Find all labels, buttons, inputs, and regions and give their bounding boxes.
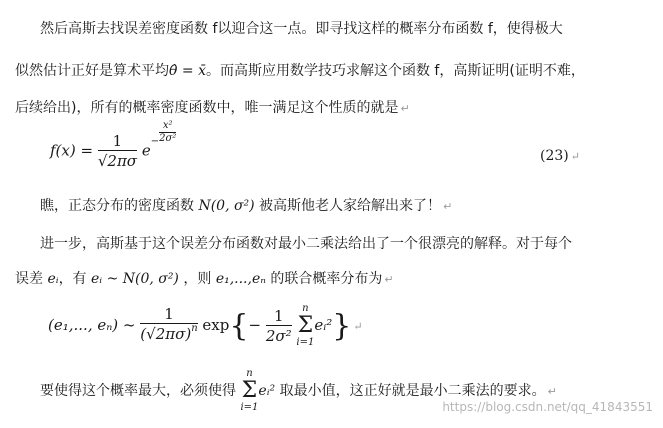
paragraph-mark: ↵ <box>400 102 410 115</box>
summation <box>296 303 314 349</box>
joint-denominator <box>140 324 197 347</box>
eq23-number: (23) <box>540 148 569 164</box>
left-brace: { <box>229 308 249 344</box>
sum-lower-limit: i=1 <box>296 337 315 348</box>
para3-line2-text-b: ，有 <box>58 271 92 287</box>
normal-dist-notation: N(0, σ²) <box>198 198 255 214</box>
joint-distribution-equation <box>48 303 363 349</box>
equals-sign: = <box>177 63 199 79</box>
para1-line3 <box>15 97 410 117</box>
theta-hat: θ̂ <box>169 63 178 79</box>
para4-text-a: 要使得这个概率最大，必须使得 <box>40 383 236 399</box>
para3-line2-text-a: 误差 <box>15 271 48 287</box>
para3-line2 <box>15 268 394 288</box>
eq23-lhs: f(x) = <box>50 141 94 160</box>
paragraph-mark: ↵ <box>384 273 394 286</box>
right-brace: } <box>332 308 352 344</box>
equation-23-label <box>540 148 580 164</box>
joint-inner-denominator: 2σ² <box>265 326 292 345</box>
para2-text-b: 被高斯他老人家给解出来了！ <box>254 198 442 214</box>
para3-line1-text: 进一步，高斯基于这个误差分布函数对最小二乘法给出了一个很漂亮的解释。对于每个 <box>40 236 572 252</box>
x-bar: x̄ <box>198 63 206 79</box>
para4-text-b: 取最小值，这正好就是最小二乘法的要求。 <box>275 383 546 399</box>
para4-sum-upper: n <box>246 368 253 379</box>
joint-numerator: 1 <box>140 305 197 324</box>
para1-line2-text-a: 似然估计正好是算术平均 <box>15 63 169 79</box>
sum-term: eᵢ² <box>314 316 333 334</box>
eq23-e: e <box>141 141 151 160</box>
paragraph-mark: ↵ <box>353 320 363 333</box>
equation-23 <box>50 120 177 171</box>
joint-inner-fraction <box>266 307 292 346</box>
para3-line2-text-d: 的联合概率分布为 <box>265 271 383 287</box>
para1-line3-text: 后续给出)，所有的概率密度函数中，唯一满足这个性质的就是 <box>15 100 399 116</box>
para4-sigma: Σ <box>241 378 258 403</box>
error-ei: eᵢ <box>47 271 59 287</box>
exp-function: exp <box>202 316 230 334</box>
para1-line2-text-b: 。而高斯应用数学技巧求解这个函数 f，高斯证明(证明不难， <box>205 63 585 79</box>
joint-denominator-base: (√2πσ) <box>140 325 192 343</box>
eq23-fraction <box>98 132 137 171</box>
paragraph-mark: ↵ <box>547 385 557 398</box>
joint-minus: − <box>248 316 262 334</box>
joint-denominator-power: n <box>191 323 198 334</box>
eq23-denominator: √2πσ <box>97 152 138 170</box>
eq23-exponent <box>159 120 176 145</box>
para2-text-a: 瞧，正态分布的密度函数 <box>40 198 199 214</box>
error-distribution: eᵢ ~ N(0, σ²) <box>91 271 179 287</box>
sum-upper-limit: n <box>302 303 309 314</box>
watermark: https://blog.csdn.net/qq_41843551 <box>442 400 653 414</box>
para1-line1 <box>40 18 563 38</box>
para1-line2 <box>15 60 585 80</box>
para3-line1 <box>40 233 572 253</box>
paragraph-mark: ↵ <box>443 200 453 213</box>
eq23-exp-den: 2σ² <box>159 133 177 144</box>
joint-fraction <box>140 305 197 347</box>
para4-summation <box>240 368 258 414</box>
eq23-numerator: 1 <box>98 132 137 151</box>
sigma-symbol: Σ <box>297 313 314 338</box>
errors-e1-en: e₁,...,eₙ <box>215 271 266 287</box>
para4-term: eᵢ² <box>258 383 276 399</box>
para3-line2-text-c: ，则 <box>178 271 216 287</box>
paragraph-mark: ↵ <box>570 150 580 163</box>
para4-sum-lower: i=1 <box>240 402 259 413</box>
para1-line1-text: 然后高斯去找误差密度函数 f以迎合这一点。即寻找这样的概率分布函数 f，使得极大 <box>40 21 563 37</box>
para2 <box>40 195 452 215</box>
joint-inner-numerator: 1 <box>266 307 292 326</box>
eq23-exp-num: x² <box>159 120 176 133</box>
eq23-exp-minus: − <box>150 135 160 147</box>
joint-lhs: (e₁,..., eₙ) ~ <box>48 316 136 334</box>
